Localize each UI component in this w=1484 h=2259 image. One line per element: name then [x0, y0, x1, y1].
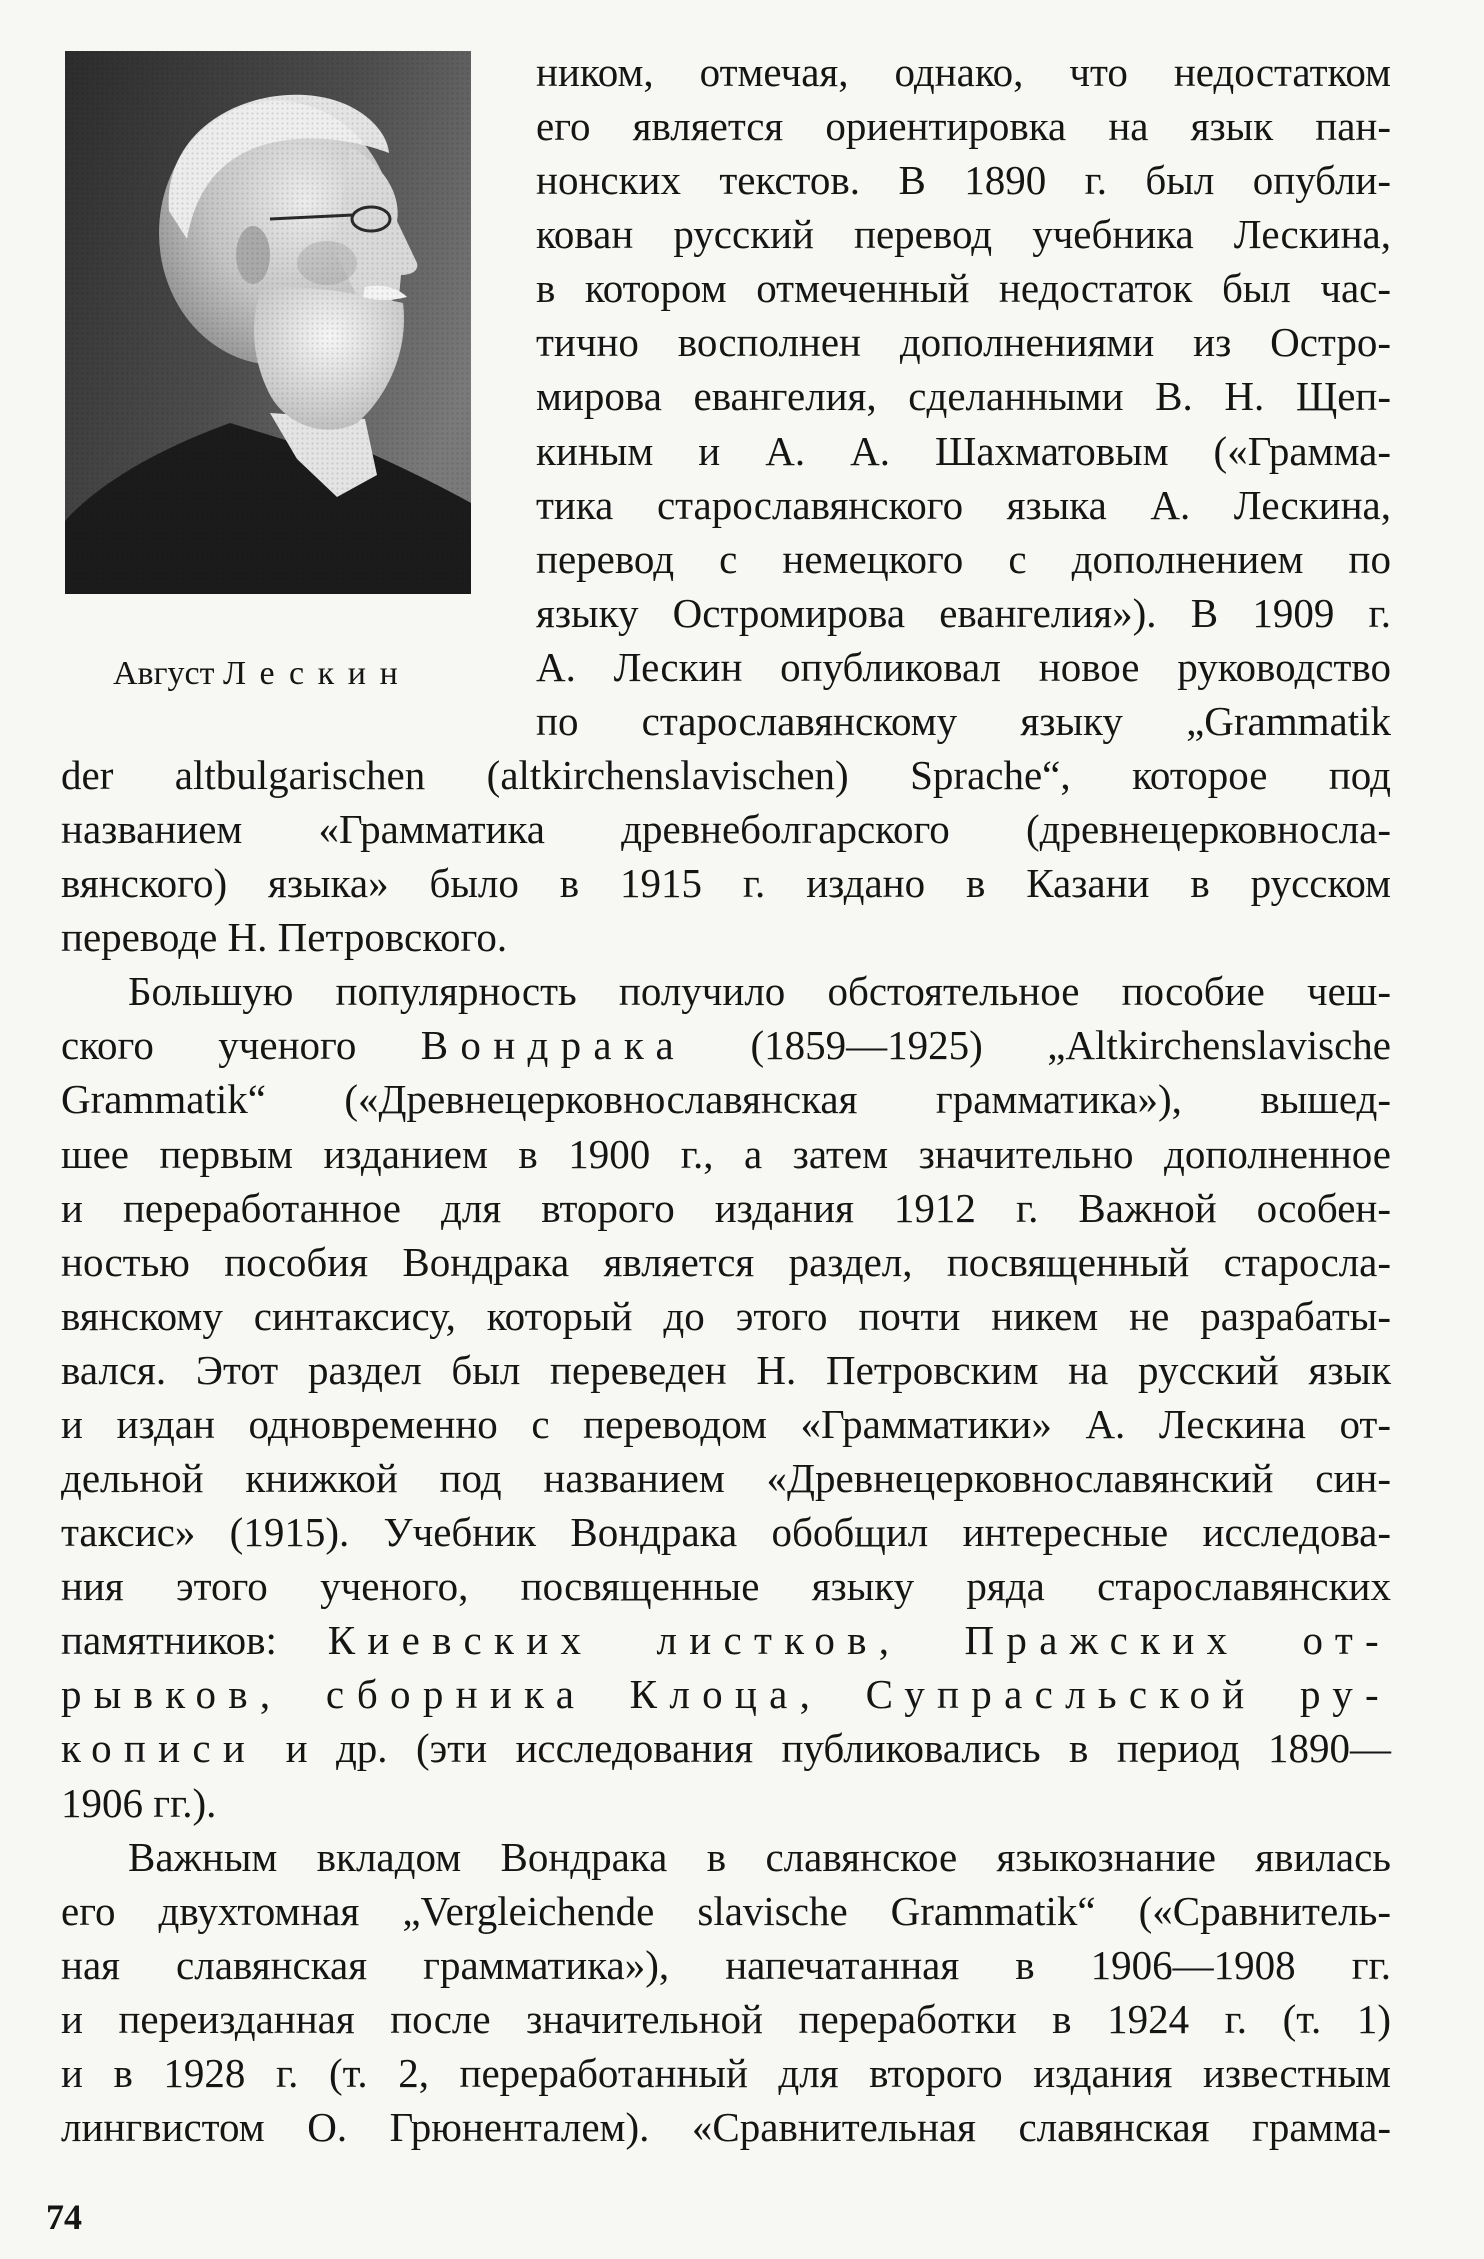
text-line: и в 1928 г. (т. 2, переработанный для второго издания известным — [61, 2049, 1391, 2096]
text-run: (1859—1925) „Altkirchenslavische — [686, 1022, 1392, 1069]
spaced-emphasis: рывков, сборника Клоца, Супрасльской ру- — [61, 1671, 1391, 1718]
text-line: дельной книжкой под названием «Древнецерковнославянский син- — [61, 1455, 1391, 1502]
text-line: нонских текстов. В 1890 г. был опубли- — [536, 157, 1391, 204]
text-line: Важным вкладом Вондрака в славянское языкознание явилась — [128, 1833, 1391, 1880]
text-line: А. Лескин опубликовал новое руководство — [536, 643, 1391, 690]
text-line: мирова евангелия, сделанными В. Н. Щеп- — [536, 373, 1391, 420]
text-line — [61, 1667, 1391, 1721]
body-text — [61, 45, 1391, 2154]
text-line: таксис» (1915). Учебник Вондрака обобщил интересные исследова- — [61, 1509, 1391, 1556]
text-line: его является ориентировка на язык пан- — [536, 103, 1391, 150]
text-line: его двухтомная „Vergleichende slavische Grammatik“ («Сравнитель- — [61, 1887, 1391, 1934]
text-line: по старославянскому языку „Grammatik — [536, 697, 1391, 744]
text-run: ского ученого — [61, 1022, 421, 1069]
text-line — [61, 1613, 1391, 1667]
text-line: киным и А. А. Шахматовым («Грамма- — [536, 427, 1391, 474]
text-line: Grammatik“ («Древнецерковнославянская грамматика»), вышед- — [61, 1076, 1391, 1123]
spaced-emphasis: Вондрака — [420, 1022, 687, 1069]
text-line: в котором отмеченный недостаток был час- — [536, 265, 1391, 312]
text-run: памятников: — [61, 1617, 328, 1664]
text-line — [61, 1018, 1391, 1072]
page-number: 74 — [46, 2197, 82, 2237]
text-line: ностью пособия Вондрака является раздел, посвященный старосла- — [61, 1238, 1391, 1285]
text-line: названием «Грамматика древнеболгарского (древнецерковносла- — [61, 806, 1391, 853]
spaced-emphasis: кописи — [61, 1725, 258, 1772]
text-line: и переработанное для второго издания 1912 г. Важной особен- — [61, 1184, 1391, 1231]
spaced-emphasis: Киевских листков, Пражских от- — [327, 1617, 1391, 1664]
text-line: переводе Н. Петровского. — [61, 914, 508, 961]
text-line: 1906 гг.). — [61, 1779, 217, 1826]
text-line: шее первым изданием в 1900 г., а затем значительно дополненное — [61, 1130, 1391, 1177]
text-line: и издан одновременно с переводом «Грамматики» А. Лескина от- — [61, 1400, 1391, 1447]
text-line: и переизданная после значительной переработки в 1924 г. (т. 1) — [61, 1995, 1391, 2042]
text-line: ная славянская грамматика»), напечатанная в 1906—1908 гг. — [61, 1941, 1391, 1988]
text-line: вянскому синтаксису, который до этого почти никем не разрабаты- — [61, 1292, 1391, 1339]
text-line: тика старославянского языка А. Лескина, — [536, 481, 1391, 528]
text-line: лингвистом О. Грюненталем). «Сравнительная славянская грамма- — [61, 2103, 1391, 2150]
text-line: der altbulgarischen (altkirchenslavischen) Sprache“, которое под — [61, 752, 1391, 799]
caption-first-name: Август — [113, 655, 215, 692]
text-line: Большую популярность получило обстоятельное пособие чеш- — [128, 968, 1391, 1015]
text-line — [61, 1721, 1391, 1775]
text-line: перевод с немецкого с дополнением по — [536, 535, 1391, 582]
text-line: вянского) языка» было в 1915 г. издано в Казани в русском — [61, 860, 1391, 907]
text-line: вался. Этот раздел был переведен Н. Петровским на русский язык — [61, 1346, 1391, 1393]
text-line: тично восполнен дополнениями из Остро- — [536, 319, 1391, 366]
caption-surname: Лескин — [223, 655, 412, 692]
text-line: кован русский перевод учебника Лескина, — [536, 211, 1391, 258]
text-line: языку Остромирова евангелия»). В 1909 г. — [536, 589, 1391, 636]
text-line: ния этого ученого, посвященные языку ряда старославянских — [61, 1563, 1391, 1610]
text-run: и др. (эти исследования публиковались в период 1890— — [257, 1725, 1391, 1772]
text-line: ником, отмечая, однако, что недостатком — [536, 49, 1391, 95]
